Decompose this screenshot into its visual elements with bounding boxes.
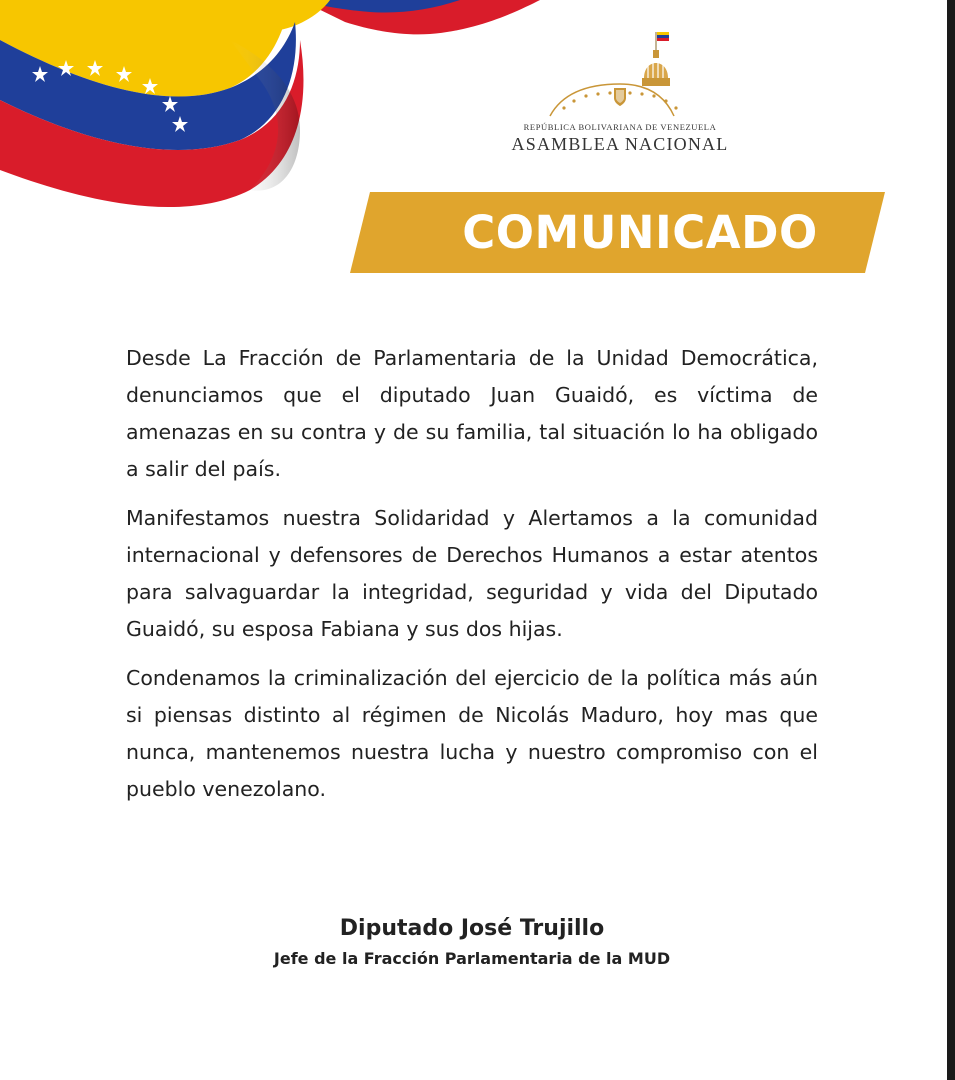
comunicado-banner: [350, 192, 885, 273]
signatory-name: Diputado José Trujillo: [339, 916, 605, 941]
republic-label: REPÚBLICA BOLIVARIANA DE VENEZUELA: [523, 122, 717, 132]
capitol-dome-icon: [540, 28, 700, 120]
banner-title: COMUNICADO: [462, 206, 818, 259]
institution-name: ASAMBLEA NACIONAL: [511, 134, 729, 154]
signature-block: [126, 912, 818, 972]
signatory-title: Jefe de la Fracción Parlamentaria de la MUD: [273, 949, 671, 968]
paragraph-3: Condenamos la criminalización del ejercicio de la política más aún si piensas distinto al régimen de Nicolás Maduro, hoy mas que nunca, mantenemos nuestra lucha y nuestro compromiso con el pueblo venezolano.: [126, 666, 818, 801]
asamblea-nacional-logo: [500, 28, 740, 160]
paragraph-2: Manifestamos nuestra Solidaridad y Alertamos a la comunidad internacional y defensores de Derechos Humanos a estar atentos para salvaguardar la integridad, seguridad y vida del Diputado Guaidó, su esposa Fabiana y sus dos hijas.: [126, 506, 818, 641]
communique-body: [126, 340, 818, 820]
page-edge-border: [947, 0, 955, 1080]
paragraph-1: Desde La Fracción de Parlamentaria de la Unidad Democrática, denunciamos que el diputado Juan Guaidó, es víctima de amenazas en su contra y de su familia, tal situación lo ha obligado a salir del país.: [126, 346, 818, 481]
